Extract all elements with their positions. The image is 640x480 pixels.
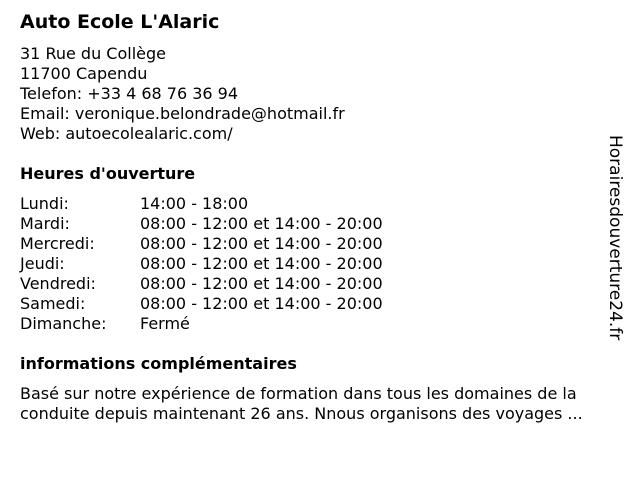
day-hours: 14:00 - 18:00 (140, 194, 249, 213)
city-address: 11700 Capendu (20, 64, 148, 83)
site-watermark: Horairesdouverture24.fr (605, 135, 625, 341)
day-hours: Fermé (140, 314, 190, 333)
hours-row-sunday (20, 314, 383, 334)
day-label: Samedi: (20, 294, 86, 313)
hours-row-thursday (20, 254, 383, 274)
hours-row-monday (20, 194, 383, 214)
day-hours: 08:00 - 12:00 et 14:00 - 20:00 (140, 234, 383, 253)
opening-hours-heading: Heures d'ouverture (20, 164, 196, 183)
street-address: 31 Rue du Collège (20, 44, 166, 63)
hours-row-tuesday (20, 214, 383, 234)
additional-info-text (20, 384, 632, 424)
day-label: Dimanche: (20, 314, 107, 333)
hours-row-saturday (20, 294, 383, 314)
day-hours: 08:00 - 12:00 et 14:00 - 20:00 (140, 254, 383, 273)
additional-info-heading: informations complémentaires (20, 354, 297, 373)
hours-row-friday (20, 274, 383, 294)
hours-row-wednesday (20, 234, 383, 254)
description-line: Basé sur notre expérience de formation dans tous les domaines de la (20, 384, 577, 403)
day-label: Lundi: (20, 194, 69, 213)
day-label: Mardi: (20, 214, 70, 233)
phone-number: Telefon: +33 4 68 76 36 94 (20, 84, 239, 103)
day-hours: 08:00 - 12:00 et 14:00 - 20:00 (140, 274, 383, 293)
description-line: conduite depuis maintenant 26 ans. Nnous organisons des voyages ... (20, 404, 583, 423)
opening-hours-table (20, 194, 383, 334)
day-label: Jeudi: (20, 254, 65, 273)
contact-block (20, 44, 345, 144)
day-label: Vendredi: (20, 274, 96, 293)
business-name: Auto Ecole L'Alaric (20, 11, 220, 33)
email-address: Email: veronique.belondrade@hotmail.fr (20, 104, 345, 123)
day-hours: 08:00 - 12:00 et 14:00 - 20:00 (140, 214, 383, 233)
website: Web: autoecolealaric.com/ (20, 124, 233, 143)
day-label: Mercredi: (20, 234, 95, 253)
day-hours: 08:00 - 12:00 et 14:00 - 20:00 (140, 294, 383, 313)
